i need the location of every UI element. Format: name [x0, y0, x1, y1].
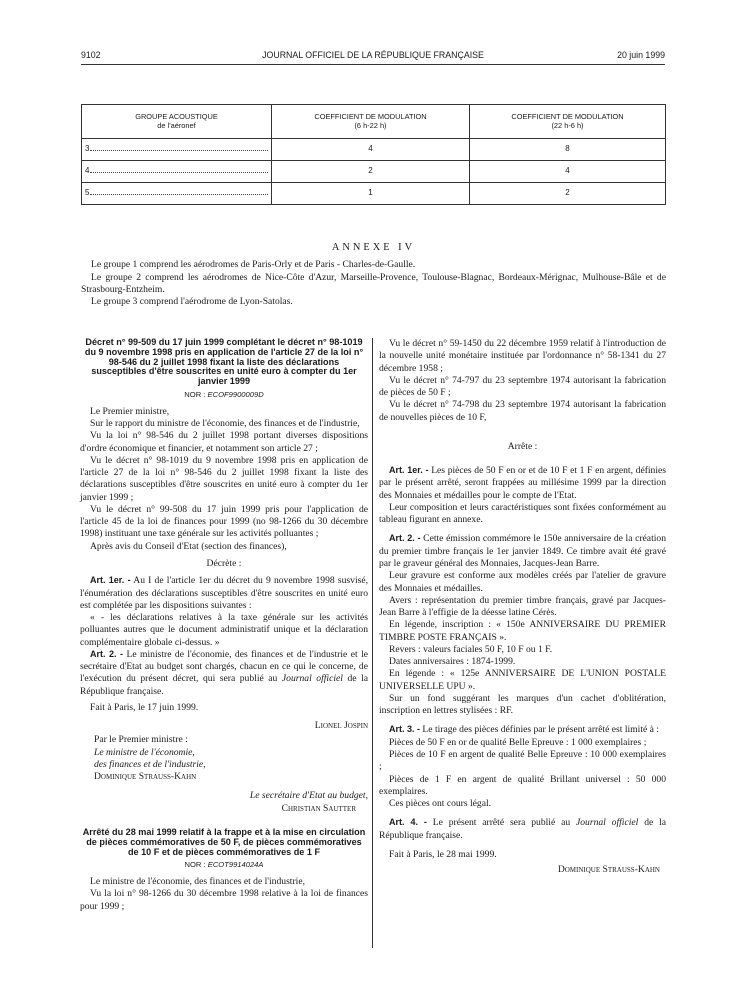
- arrete-paragraph: Le ministre de l'économie, des finances et de l'industrie,: [90, 876, 305, 888]
- group-cell: 4: [82, 161, 272, 183]
- arrete-paragraph: En légende, inscription : « 150e ANNIVERSAIRE DU PREMIER TIMBRE POSTE FRANÇAIS ».: [379, 619, 666, 643]
- signature-minister-arrete: Dominique Strauss-Kahn: [557, 864, 660, 876]
- annexe-section: [81, 241, 666, 308]
- day-coefficient-cell: 2: [272, 161, 470, 183]
- issue-date: 20 juin 1999: [617, 50, 665, 60]
- decret-title: Décret n° 99-509 du 17 juin 1999 complétant le décret n° 98-1019 du 9 novembre 1998 pris en application de l'article 27 de la loi n° 98-546 du 2 juillet 1998 fixant la liste des déclarations susceptibles d'être souscrites en unité euro à compter du 1er janvier 1999: [84, 337, 364, 387]
- arrete-paragraph: Leur composition et leurs caractéristiques sont fixées conformément au tableau figurant en annexe.: [379, 501, 666, 526]
- arrete-paragraph: Pièces de 1 F en argent de qualité Brillant universel : 50 000 exemplaires.: [379, 773, 666, 797]
- arrete-paragraph: Leur gravure est conforme aux modèles créés par l'atelier de gravure des Monnaies et médailles.: [379, 570, 666, 594]
- decret-paragraph: Vu la loi n° 98-546 du 2 juillet 1998 portant diverses dispositions d'ordre économique et financier, et notamment son article 27 ;: [80, 430, 368, 454]
- annexe-paragraph: Le groupe 3 comprend l'aérodrome de Lyon-Satolas.: [91, 296, 293, 308]
- arrete-article-1: Art. 1er. - Les pièces de 50 F en or et de 10 F et 1 F en argent, définies par le présent arrêté, seront frappées au millésime 1999 par la direction des Monnaies et médailles pour le compte de l'Etat.: [379, 465, 667, 501]
- column-divider: [372, 338, 373, 948]
- decret-article-1: Art. 1er. - Au I de l'article 1er du décret du 9 novembre 1998 susvisé, l'énumération des déclarations susceptibles d'être souscrites en unité euro est complétée par les dispositions suivantes :: [80, 575, 368, 611]
- decret-paragraph: Après avis du Conseil d'Etat (section des finances),: [90, 540, 287, 552]
- group-cell: 5: [82, 183, 272, 205]
- minister-title: Le ministre de l'économie, des finances et de l'industrie,: [94, 746, 206, 770]
- arrete-paragraph: Vu le décret n° 59-1450 du 22 décembre 1959 relatif à l'introduction de la nouvelle unité monétaire instituée par l'ordonnance n° 58-1341 du 27 décembre 1958 ;: [379, 338, 666, 374]
- table-row: [82, 161, 666, 183]
- page-number: 9102: [81, 50, 101, 60]
- day-coefficient-cell: 4: [272, 139, 470, 161]
- table-row: [82, 183, 666, 205]
- column-header: COEFFICIENT DE MODULATION (6 h-22 h): [272, 105, 470, 139]
- arrete-paragraph: Vu le décret n° 74-797 du 23 septembre 1974 autorisant la fabrication de pièces de 50 F ;: [379, 374, 666, 399]
- arrete-article-4: Art. 4. - Le présent arrêté sera publié au Journal officiel de la République française.: [379, 817, 667, 841]
- annexe-paragraph: Le groupe 1 comprend les aérodromes de Paris-Orly et de Paris - Charles-de-Gaulle.: [91, 259, 416, 271]
- decret-paragraph: Vu le décret n° 99-508 du 17 juin 1999 pris pour l'application de l'article 45 de la loi de finances pour 1999 (no 98-1266 du 30 décembre 1998) instituant une taxe générale sur les activités polluantes ;: [80, 503, 368, 540]
- arrete-label: Arrête :: [507, 440, 538, 452]
- arrete-nor: NOR : ECOT9914024A: [184, 860, 264, 870]
- annexe-paragraph: Le groupe 2 comprend les aérodromes de Nice-Côte d'Azur, Marseille-Provence, Toulouse-Blagnac, Bordeaux-Mérignac, Mulhouse-Bâle et de Strasbourg-Entzheim.: [81, 271, 666, 295]
- arrete-title: Arrêté du 28 mai 1999 relatif à la frappe et à la mise en circulation de pièces commémoratives de 50 F, de pièces commémoratives de 10 F et de pièces commémoratives de 1 F: [82, 827, 366, 857]
- page-header: [81, 50, 665, 65]
- decret-nor: NOR : ECOF9900009D: [184, 390, 264, 400]
- decret-paragraph: Le Premier ministre,: [90, 405, 170, 417]
- decret-paragraph: Vu le décret n° 98-1019 du 9 novembre 1998 pris en application de l'article 27 de la loi n° 98-546 du 2 juillet 1998 fixant la liste des déclarations susceptibles d'être souscrites en unité euro à compter du 1er janvier 1999 ;: [80, 454, 368, 503]
- signature-minister: Dominique Strauss-Kahn: [94, 771, 197, 783]
- arrete-paragraph: Dates anniversaires : 1874-1999.: [389, 656, 516, 668]
- column-header: COEFFICIENT DE MODULATION (22 h-6 h): [470, 105, 666, 139]
- left-column: [80, 338, 368, 913]
- night-coefficient-cell: 2: [470, 183, 666, 205]
- decret-date: Fait à Paris, le 17 juin 1999.: [90, 701, 199, 713]
- arrete-paragraph: Vu la loi n° 98-1266 du 30 décembre 1998 relative à la loi de finances pour 1999 ;: [80, 888, 368, 912]
- journal-title: JOURNAL OFFICIEL DE LA RÉPUBLIQUE FRANÇAISE: [262, 50, 484, 60]
- night-coefficient-cell: 4: [470, 161, 666, 183]
- arrete-paragraph: En légende : « 125e ANNIVERSAIRE DE L'UNION POSTALE UNIVERSELLE UPU ».: [379, 668, 666, 692]
- night-coefficient-cell: 8: [470, 139, 666, 161]
- right-column: [379, 338, 666, 878]
- table-header-row: [82, 105, 666, 139]
- decret-article-1-quote: « - les déclarations relatives à la taxe générale sur les activités polluantes autres que le document administratif unique et la déclaration complémentaire globale ci-dessus. »: [80, 612, 368, 648]
- column-header: GROUPE ACOUSTIQUE de l'aéronef: [82, 105, 272, 139]
- arrete-paragraph: Avers : représentation du premier timbre français, gravé par Jacques-Jean Barre à l'effigie de la déesse latine Cérès.: [379, 594, 666, 619]
- arrete-date: Fait à Paris, le 28 mai 1999.: [389, 848, 497, 860]
- arrete-paragraph: Ces pièces ont cours légal.: [389, 798, 492, 810]
- decret-article-2: Art. 2. - Le ministre de l'économie, des finances et de l'industrie et le secrétaire d'Etat au budget sont chargés, chacun en ce qui le concerne, de l'exécution du présent décret, qui sera publié au Journal officiel de la République française.: [80, 648, 368, 697]
- decret-paragraph: Sur le rapport du ministre de l'économie, des finances et de l'industrie,: [90, 418, 360, 430]
- modulation-table: [81, 104, 666, 205]
- arrete-paragraph: Pièces de 50 F en or de qualité Belle Epreuve : 1 000 exemplaires ;: [389, 736, 647, 748]
- signature-secretary: Christian Sautter: [281, 802, 356, 814]
- par-premier-ministre: Par le Premier ministre :: [94, 734, 188, 746]
- day-coefficient-cell: 1: [272, 183, 470, 205]
- signature-pm: Lionel Jospin: [314, 720, 368, 732]
- table-row: [82, 139, 666, 161]
- decrete-label: Décrète :: [206, 557, 242, 569]
- arrete-paragraph: Vu le décret n° 74-798 du 23 septembre 1974 autorisant la fabrication de nouvelles pièces de 10 F,: [379, 399, 666, 423]
- arrete-paragraph: Sur un fond suggérant les marques d'un cachet d'oblitération, inscription en lettres stylisées : RF.: [379, 692, 666, 717]
- arrete-article-2: Art. 2. - Cette émission commémore le 150e anniversaire de la création du premier timbre français le 1er janvier 1849. Ce timbre avait été gravé par le graveur général des Monnaies, Jacques-Jean Barre.: [379, 533, 666, 569]
- arrete-paragraph: Pièces de 10 F en argent de qualité Belle Epreuve : 10 000 exemplaires ;: [379, 748, 666, 773]
- group-cell: 3: [82, 139, 272, 161]
- arrete-article-3: Art. 3. - Le tirage des pièces définies par le présent arrêté est limité à :: [389, 724, 659, 736]
- annexe-title: ANNEXE IV: [331, 242, 416, 253]
- arrete-paragraph: Revers : valeurs faciales 50 F, 10 F ou 1 F.: [389, 643, 553, 655]
- secretary-title: Le secrétaire d'Etat au budget,: [249, 790, 368, 802]
